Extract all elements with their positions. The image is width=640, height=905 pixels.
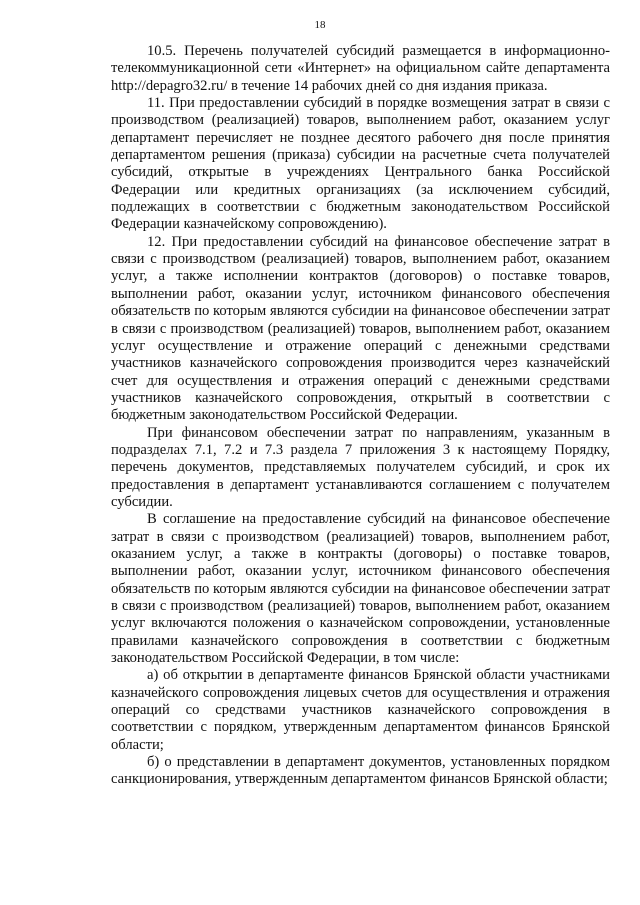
paragraph-financing-documents: При финансовом обеспечении затрат по направлениям, указанным в подразделах 7.1, 7.2 и 7.3 раздела 7 приложения 3 к настоящему Порядку, перечень документов, представляемых получателем субсидий, и срок их предоставления в департамент устанавливаются соглашением с получателем субсидии.	[111, 424, 610, 510]
paragraph-11: 11. При предоставлении субсидий в порядке возмещения затрат в связи с производством (реализацией) товаров, выполнением работ, оказанием услуг департамент перечисляет не позднее десятого рабочего дня после принятия департаментом решения (приказа) субсидии на расчетные счета получателей субсидий, открытые в учреждениях Центрального банка Российской Федерации или кредитных организациях (за исключением субсидий, подлежащих в соответствии с бюджетным законодательством Российской Федерации казначейскому сопровождению).	[111, 95, 610, 233]
paragraph-12: 12. При предоставлении субсидий на финансовое обеспечение затрат в связи с производством (реализацией) товаров, выполнением работ, оказанием услуг, а также исполнении контрактов (договоров) о поставке товаров, выполнении работ, оказании услуг, источником финансового обеспечения обязательств по которым являются субсидии на финансовое обеспечении затрат в связи с производством (реализацией) товаров, выполнением работ, оказанием услуг осуществление и отражение операций с денежными средствами участников казначейского сопровождения производится через казначейский счет для осуществления и отражения операций с денежными средствами участников казначейского сопровождения, открытый в соответствии с бюджетным законодательством Российской Федерации.	[111, 233, 610, 424]
document-body	[111, 43, 610, 789]
list-item-a: а) об открытии в департаменте финансов Брянской области участниками казначейского сопровождения лицевых счетов для осуществления и отражения операций со средствами участников казначейского сопровождения в соответствии с порядком, утвержденным департаментом финансов Брянской области;	[111, 667, 610, 753]
paragraph-10-5: 10.5. Перечень получателей субсидий размещается в информационно-телекоммуникационной сети «Интернет» на официальном сайте департамента http://depagro32.ru/ в течение 14 рабочих дней со дня издания приказа.	[111, 43, 610, 94]
list-item-b: б) о представлении в департамент документов, установленных порядком санкционирования, утвержденным департаментом финансов Брянской области;	[111, 754, 610, 788]
page-number: 18	[314, 19, 326, 31]
paragraph-agreement-provisions: В соглашение на предоставление субсидий на финансовое обеспечение затрат в связи с производством (реализацией) товаров, выполнением работ, оказанием услуг, а также в контракты (договоры) о поставке товаров, выполнении работ, оказании услуг, источником финансового обеспечения обязательств по которым являются субсидии на финансовое обеспечении затрат в связи с производством (реализацией) товаров, выполнением работ, оказанием услуг включаются положения о казначейском сопровождении, установленные правилами казначейского сопровождения в соответствии с бюджетным законодательством Российской Федерации, в том числе:	[111, 511, 610, 667]
